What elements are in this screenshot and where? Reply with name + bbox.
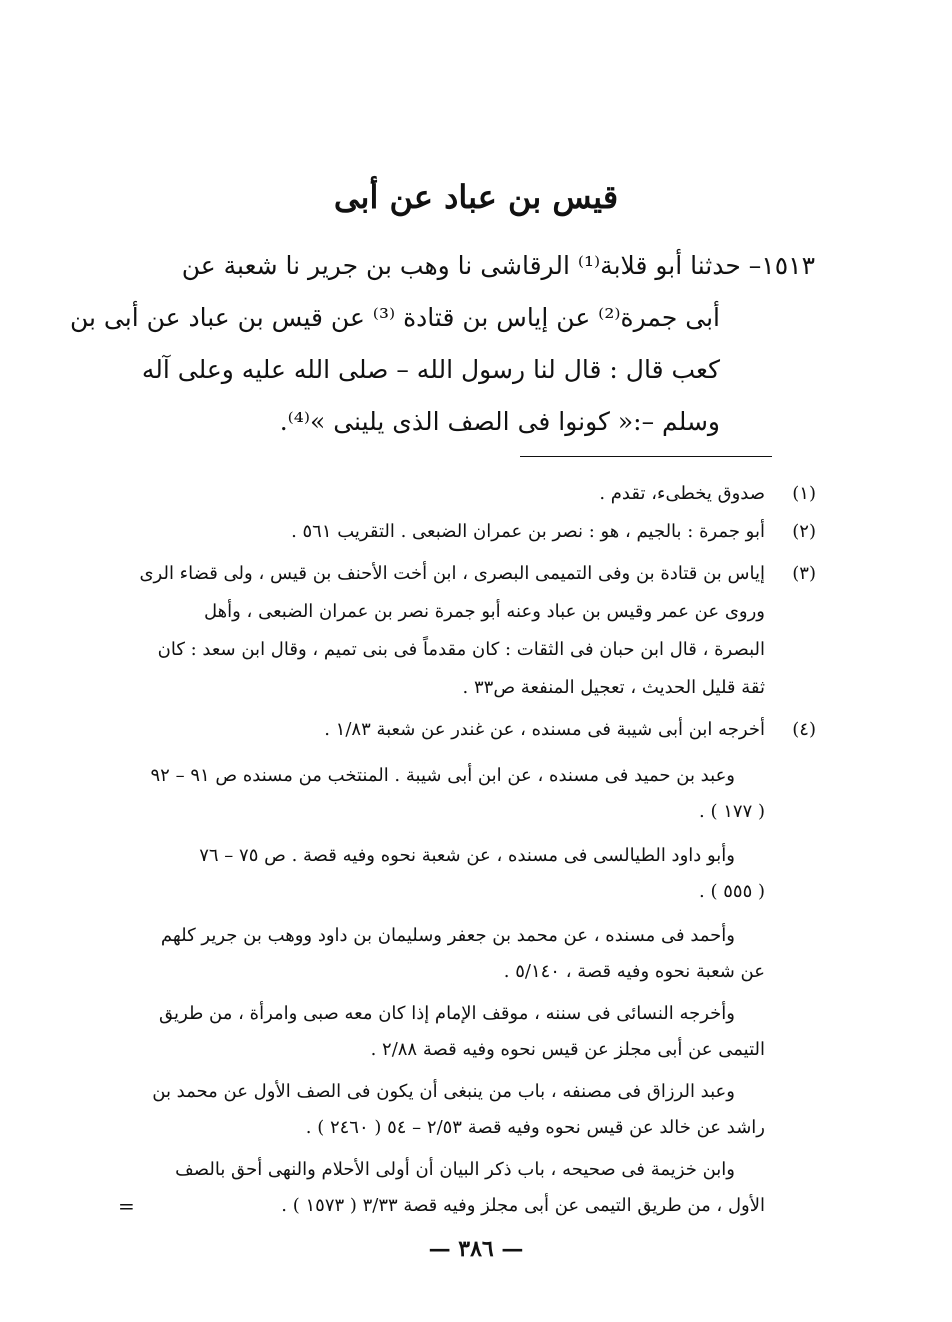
footnote-line: البصرة ، قال ابن حبان فى الثقات : كان مقدماً فى بنى تميم ، وقال ابن سعد : كان (157, 639, 765, 660)
chapter-title: قيس بن عباد عن أبى (333, 178, 619, 216)
footnote-line: وأحمد فى مسنده ، عن محمد بن جعفر وسليمان بن داود ووهب بن جرير كلهم (160, 925, 735, 946)
continuation-mark: = (118, 1194, 135, 1218)
footnote-number: (١) (792, 483, 816, 504)
footnote-1 (110, 476, 765, 512)
footnote-number: (٢) (792, 521, 816, 542)
footnote-3 (110, 556, 765, 706)
hadith-text (69, 238, 815, 468)
footnote-4 (110, 712, 765, 1222)
footnote-line: راشد عن خالد عن قيس نحوه وفيه قصة ٢/٥٣ – ٥٤ ( ٢٤٦٠ ) . (305, 1117, 765, 1138)
footnote-line: ( ١٧٧ ) . (699, 801, 765, 822)
footnote-number: (٤) (792, 719, 816, 740)
footnote-2 (110, 514, 765, 550)
hadith-line: ١٥١٣– حدثنا أبو قلابة⁽¹⁾ الرقاشى نا وهب بن جرير نا شعبة عن (181, 251, 815, 280)
footnote-line: التيمى عن أبى مجلز عن قيس نحوه وفيه قصة ٢/٨٨ . (370, 1039, 765, 1060)
footnote-line: الأول ، من طريق التيمى عن أبى مجلز وفيه قصة ٣/٣٣ ( ١٥٧٣ ) . (281, 1195, 765, 1216)
footnote-line: عن شعبة نحوه وفيه قصة ، ٥/١٤٠ . (503, 961, 765, 982)
footnote-line: صدوق يخطىء، تقدم . (599, 483, 765, 504)
footnote-line: ثقة قليل الحديث ، تعجيل المنفعة ص٣٣ . (462, 677, 765, 698)
hadith-line: أبى جمرة⁽²⁾ عن إياس بن قتادة ⁽³⁾ عن قيس بن عباد عن أبى بن (69, 303, 720, 332)
footnote-line: وروى عن عمر وقيس بن عباد وعنه أبو جمرة نصر بن عمران الضبعى ، وأهل (204, 601, 765, 622)
footnote-number: (٣) (792, 563, 816, 584)
footnote-line: وعبد بن حميد فى مسنده ، عن ابن أبى شيبة . المنتخب من مسنده ص ٩١ – ٩٢ (150, 765, 735, 786)
footnote-line: أبو جمرة : بالجيم ، هو : نصر بن عمران الضبعى . التقريب ٥٦١ . (291, 521, 765, 542)
footnote-line: ( ٥٥٥ ) . (699, 881, 765, 902)
footnote-line: أخرجه ابن أبى شيبة فى مسنده ، عن غندر عن شعبة ١/٨٣ . (324, 719, 765, 740)
hadith-line: وسلم –:« كونوا فى الصف الذى يلينى »⁽⁴⁾. (279, 407, 720, 436)
footnote-separator (520, 456, 772, 457)
page-number: — ٣٨٦ — (428, 1236, 524, 1262)
footnote-line: وأخرجه النسائى فى سننه ، موقف الإمام إذا كان معه صبى وامرأة ، من طريق (159, 1003, 735, 1024)
footnote-line: وابن خزيمة فى صحيحه ، باب ذكر البيان أن أولى الأحلام والنهى أحق بالصف (175, 1159, 735, 1180)
footnote-line: وعبد الرزاق فى مصنفه ، باب من ينبغى أن يكون فى الصف الأول عن محمد بن (152, 1081, 735, 1102)
footnote-line: وأبو داود الطيالسى فى مسنده ، عن شعبة نحوه وفيه قصة . ص ٧٥ – ٧٦ (199, 845, 735, 866)
footnote-line: إياس بن قتادة بن وفى التميمى البصرى ، ابن أخت الأحنف بن قيس ، ولى قضاء الرى (139, 563, 765, 584)
hadith-line: كعب قال : قال لنا رسول الله – صلى الله عليه وعلى آله (141, 355, 720, 384)
